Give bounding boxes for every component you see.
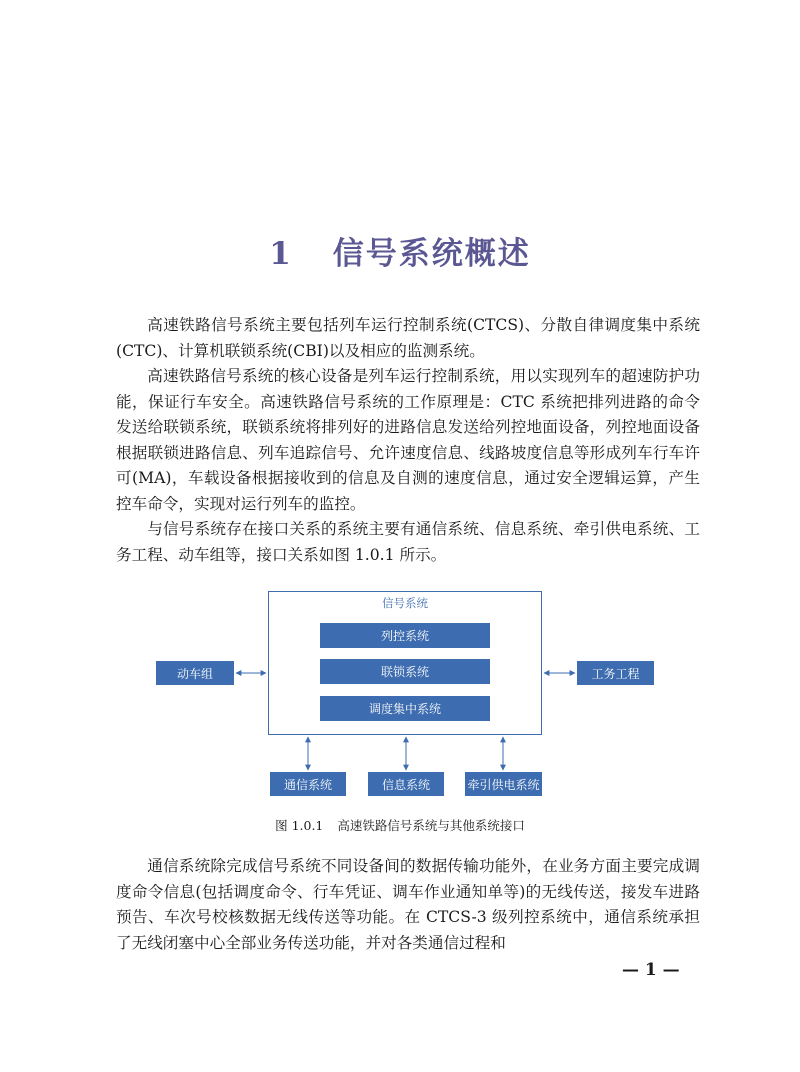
paragraph: 与信号系统存在接口关系的系统主要有通信系统、信息系统、牵引供电系统、工务工程、动车组等，接口关系如图 1.0.1 所示。 bbox=[116, 520, 700, 564]
paragraph: 通信系统除完成信号系统不同设备间的数据传输功能外，在业务方面主要完成调度命令信息(包括调度命令、行车凭证、调车作业通知单等)的无线传送，接发车进路预告、车次号校核数据无线传送等功能。在 CTCS-3 级列控系统中，通信系统承担了无线闭塞中心全部业务传送功能，并对各类通信过程和 bbox=[116, 857, 700, 952]
bottom-box-traction-power: 牵引供电系统 bbox=[465, 772, 542, 796]
paragraph: 高速铁路信号系统的核心设备是列车运行控制系统，用以实现列车的超速防护功能，保证行车安全。高速铁路信号系统的工作原理是：CTC 系统把排列进路的命令发送给联锁系统，联锁系统将排列好的进路信息发送给列控地面设备，列控地面设备根据联锁进路信息、列车追踪信号、允许速度信息、线路坡度信息等形成列车行车许可(MA)，车载设备根据接收到的信息及自测的速度信息，通过安全逻辑运算，产生控车命令，实现对运行列车的监控。 bbox=[116, 367, 700, 513]
paragraph: 高速铁路信号系统主要包括列车运行控制系统(CTCS)、分散自律调度集中系统(CTC)、计算机联锁系统(CBI)以及相应的监测系统。 bbox=[116, 316, 700, 360]
figure-caption-text: 高速铁路信号系统与其他系统接口 bbox=[337, 818, 525, 833]
bottom-box-communication: 通信系统 bbox=[270, 772, 346, 796]
tail-text bbox=[116, 854, 700, 956]
emu-box: 动车组 bbox=[156, 661, 234, 685]
civil-works-box: 工务工程 bbox=[577, 661, 654, 685]
intro-text bbox=[116, 313, 700, 568]
page-number: — 1 — bbox=[622, 960, 680, 980]
inner-box-train-control: 列控系统 bbox=[320, 623, 490, 648]
chapter-title-text: 信号系统概述 bbox=[332, 236, 531, 272]
signal-system-label: 信号系统 bbox=[382, 596, 428, 610]
bottom-box-information: 信息系统 bbox=[368, 772, 444, 796]
figure-caption bbox=[0, 816, 800, 834]
chapter-number: 1 bbox=[269, 236, 293, 272]
figure-number: 图 1.0.1 bbox=[275, 818, 324, 833]
inner-box-ctc: 调度集中系统 bbox=[320, 696, 490, 721]
inner-box-interlocking: 联锁系统 bbox=[320, 659, 490, 684]
chapter-title bbox=[0, 228, 800, 273]
